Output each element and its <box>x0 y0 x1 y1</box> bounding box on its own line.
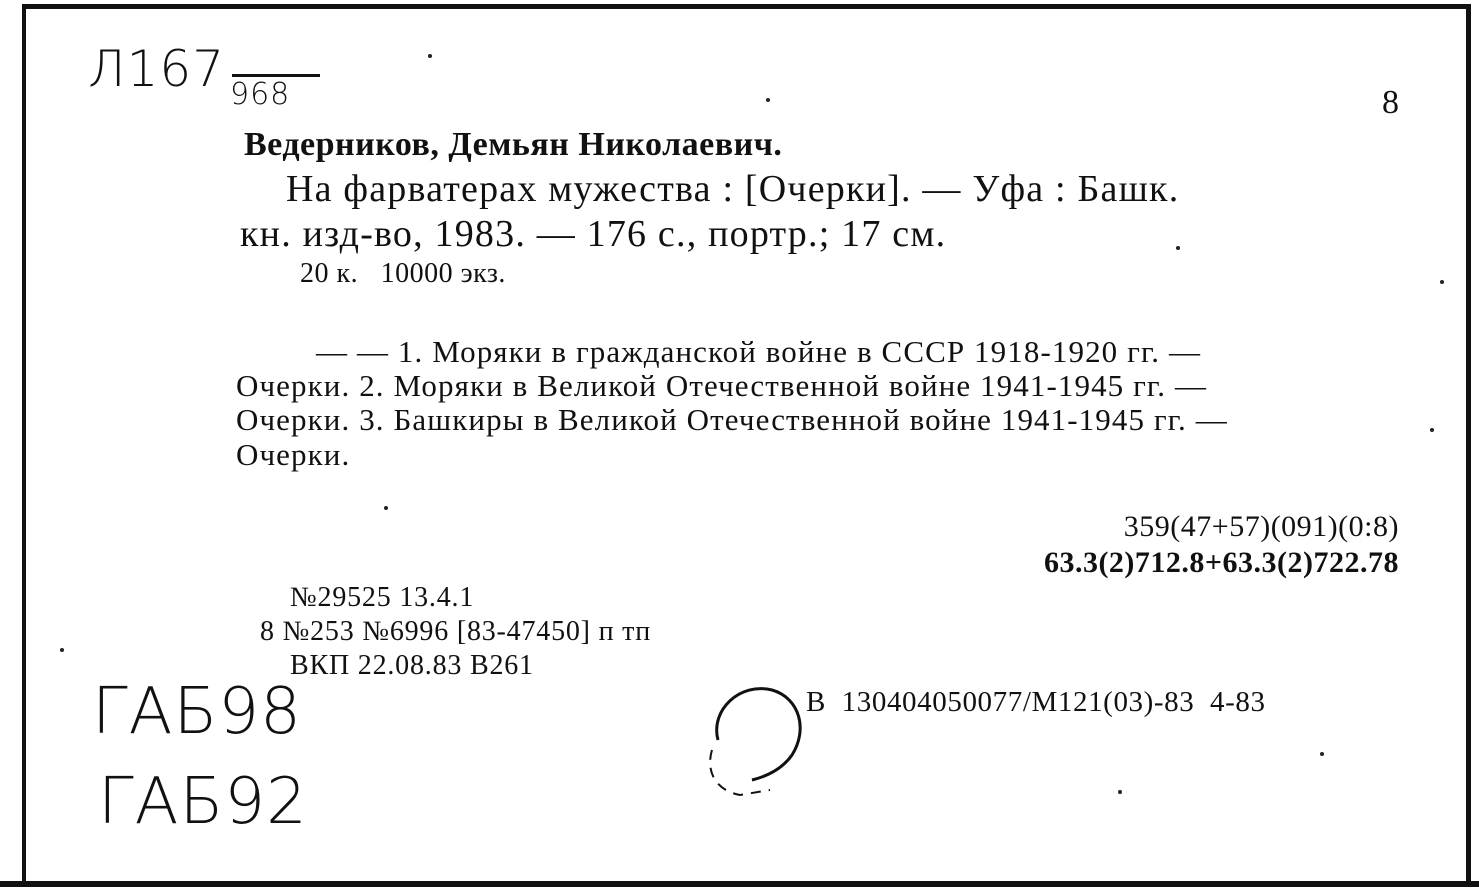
dust-speck <box>1320 752 1324 756</box>
publisher-line: кн. изд-во, 1983. — 176 с., портр.; 17 см. <box>240 213 947 255</box>
dust-speck <box>766 98 770 102</box>
dust-speck <box>1440 280 1444 284</box>
subject-line: Очерки. 2. Моряки в Великой Отечественной войне 1941-1945 гг. — <box>236 368 1208 403</box>
udc-index: 359(47+57)(091)(0:8) <box>1123 510 1399 543</box>
service-line: №29525 13.4.1 <box>290 582 475 613</box>
card-border-right <box>1466 4 1471 882</box>
title-line: На фарватерах мужества : [Очерки]. — Уфа : Башк. <box>286 168 1180 210</box>
dust-speck <box>428 54 432 58</box>
handwritten-code: ГАБ92 <box>98 765 308 839</box>
subject-line: Очерки. 3. Башкиры в Великой Отечественной войне 1941-1945 гг. — <box>236 402 1228 437</box>
dust-speck <box>1118 790 1122 794</box>
card-border-bottom <box>0 881 1479 887</box>
card-border-top <box>22 4 1470 9</box>
author-heading: Ведерников, Демьян Николаевич. <box>244 126 783 163</box>
handwritten-shelf-mark: Л167 <box>88 40 226 98</box>
handwritten-shelf-sub: 968 <box>230 77 291 112</box>
price-and-run: 20 к. 10000 экз. <box>300 258 506 289</box>
card-border-left <box>22 4 26 882</box>
subject-line: — — 1. Моряки в гражданской войне в СССР 1918-1920 гг. — <box>316 334 1202 369</box>
code-line: В 130404050077/М121(03)-83 4-83 <box>806 686 1266 718</box>
dust-speck <box>1430 428 1434 432</box>
dust-speck <box>384 506 388 510</box>
handwritten-code: ГАБ98 <box>92 675 302 749</box>
subject-line: Очерки. <box>236 437 351 472</box>
stamp-outline <box>700 680 810 810</box>
bbk-index: 63.3(2)712.8+63.3(2)722.78 <box>1043 546 1399 579</box>
dust-speck <box>1176 246 1180 250</box>
service-line: ВКП 22.08.83 В261 <box>290 650 534 681</box>
service-line: 8 №253 №6996 [83-47450] п тп <box>260 616 652 647</box>
card-number: 8 <box>1382 84 1399 121</box>
dust-speck <box>60 648 64 652</box>
